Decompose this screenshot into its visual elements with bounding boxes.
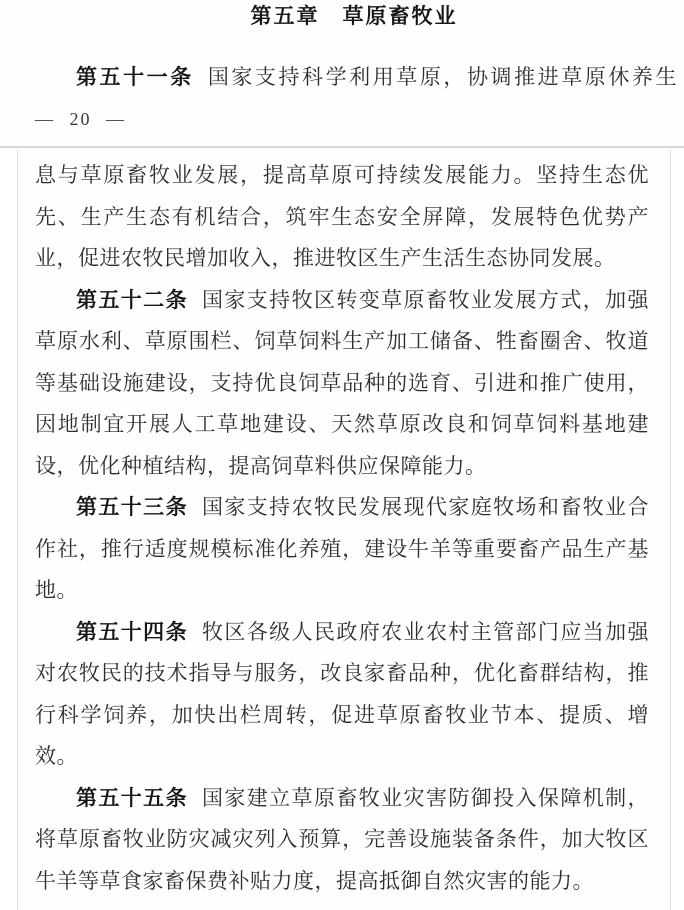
text-line (35, 238, 649, 280)
line-text: 牧区各级人民政府农业农村主管部门应当加强 (201, 619, 649, 644)
text-line (35, 197, 649, 239)
text-line (35, 819, 649, 861)
line-text: 行科学饲养，加快出栏周转，促进草原畜牧业节本、提质、增 (35, 702, 649, 727)
line-text: 设，优化种植结构，提高饲草料供应保障能力。 (35, 453, 487, 478)
line-text: 对农牧民的技术指导与服务，改良家畜品种，优化畜群结构，推 (35, 661, 649, 685)
article-51-label: 第五十一条 (76, 66, 194, 89)
line-text: 等基础设施建设，支持优良饲草品种的选育、引进和推广使用， (35, 370, 649, 395)
line-text: 地。 (35, 578, 78, 602)
line-text: 业，促进农牧民增加收入，推进牧区生产生活生态协同发展。 (35, 246, 616, 270)
line-text: 先、生产生态有机结合，筑牢生态安全屏障，发展特色优势产 (35, 204, 649, 229)
article-51-first-line (31, 62, 677, 93)
text-line (35, 321, 649, 363)
text-line (35, 404, 649, 446)
text-line (35, 446, 649, 488)
text-line (35, 861, 649, 903)
line-text: 作社，推行适度规模标准化养殖，建设牛羊等重要畜产品生产基 (35, 536, 649, 561)
text-line (35, 653, 649, 695)
article-label: 第五十二条 (76, 288, 188, 312)
article-label: 第五十三条 (76, 496, 188, 519)
line-text: 牛羊等草食家畜保费补贴力度，提高抵御自然灾害的能力。 (35, 868, 594, 893)
article-51-text: 国家支持科学利用草原，协调推进草原休养生 (207, 65, 677, 89)
text-line (35, 529, 649, 571)
chapter-heading: 第五章 草原畜牧业 (250, 5, 458, 28)
page-2 (17, 148, 671, 910)
text-lines (35, 155, 649, 902)
text-line (35, 570, 649, 612)
page-1 (0, 0, 684, 146)
line-text: 国家建立草原畜牧业灾害防御投入保障机制， (201, 785, 649, 810)
text-line (35, 778, 649, 820)
page-number: — 20 — (35, 109, 126, 129)
text-line (35, 280, 649, 322)
line-text: 国家支持牧区转变草原畜牧业发展方式，加强 (201, 287, 649, 312)
text-line (35, 695, 649, 737)
line-text: 草原水利、草原围栏、饲草饲料生产加工储备、牲畜圈舍、牧道 (35, 329, 649, 353)
line-text: 将草原畜牧业防灾减灾列入预算，完善设施装备条件，加大牧区 (35, 827, 649, 851)
text-line (35, 612, 649, 654)
text-line (35, 487, 649, 529)
line-text: 因地制宜开展人工草地建设、天然草原改良和饲草饲料基地建 (35, 412, 649, 436)
line-text: 国家支持农牧民发展现代家庭牧场和畜牧业合 (201, 495, 649, 519)
article-label: 第五十五条 (76, 786, 188, 810)
line-text: 效。 (35, 744, 78, 768)
text-line (35, 363, 649, 405)
text-line (35, 155, 649, 197)
text-line (35, 736, 649, 778)
line-text: 息与草原畜牧业发展，提高草原可持续发展能力。坚持生态优 (35, 163, 649, 187)
article-label: 第五十四条 (76, 620, 188, 644)
